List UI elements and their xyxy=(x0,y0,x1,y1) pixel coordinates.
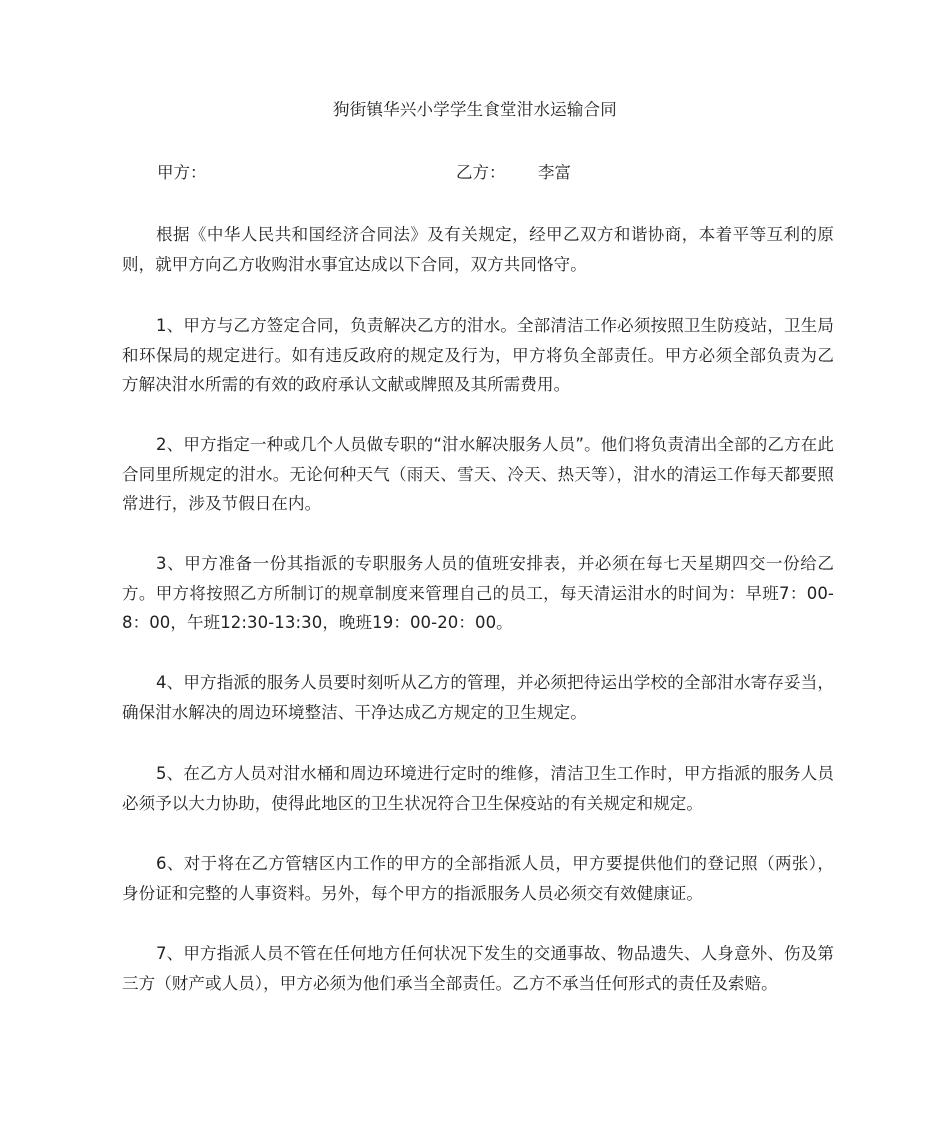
party-b-name: 李富 xyxy=(538,163,571,182)
party-b-label: 乙方： xyxy=(456,163,506,182)
intro-paragraph: 根据《中华人民共和国经济合同法》及有关规定，经甲乙双方和谐协商，本着平等互利的原则，就甲方向乙方收购泔水事宜达成以下合同，双方共同恪守。 xyxy=(122,225,834,274)
clause-1: 1、甲方与乙方签定合同，负责解决乙方的泔水。全部清洁工作必须按照卫生防疫站，卫生局和环保局的规定进行。如有违反政府的规定及行为，甲方将负全部责任。甲方必须全部负责为乙方解决泔水所需的有效的政府承认文献或牌照及其所需费用。 xyxy=(122,316,834,394)
clause-6: 6、对于将在乙方管辖区内工作的甲方的全部指派人员，甲方要提供他们的登记照（两张），身份证和完整的人事资料。另外，每个甲方的指派服务人员必须交有效健康证。 xyxy=(122,854,834,903)
party-a-label: 甲方： xyxy=(157,163,207,182)
clause-7: 7、甲方指派人员不管在任何地方任何状况下发生的交通事故、物品遗失、人身意外、伤及第三方（财产或人员），甲方必须为他们承当全部责任。乙方不承当任何形式的责任及索赔。 xyxy=(122,944,834,993)
clause-3: 3、甲方准备一份其指派的专职服务人员的值班安排表，并必须在每七天星期四交一份给乙方。甲方将按照乙方所制订的规章制度来管理自己的员工，每天清运泔水的时间为：早班7：00-8：00，午班12:30-13:30，晚班19：00-20：00。 xyxy=(122,554,834,632)
clause-5: 5、在乙方人员对泔水桶和周边环境进行定时的维修，清洁卫生工作时，甲方指派的服务人员必须予以大力协助，使得此地区的卫生状况符合卫生保疫站的有关规定和规定。 xyxy=(122,764,834,813)
clause-2: 2、甲方指定一种或几个人员做专职的“泔水解决服务人员”。他们将负责清出全部的乙方在此合同里所规定的泔水。无论何种天气（雨天、雪天、冷天、热天等），泔水的清运工作每天都要照常进行，涉及节假日在内。 xyxy=(122,435,834,513)
clause-4: 4、甲方指派的服务人员要时刻听从乙方的管理，并必须把待运出学校的全部泔水寄存妥当，确保泔水解决的周边环境整洁、干净达成乙方规定的卫生规定。 xyxy=(122,673,834,722)
document-title: 狗街镇华兴小学学生食堂泔水运输合同 xyxy=(333,100,617,119)
parties-line xyxy=(157,160,857,186)
